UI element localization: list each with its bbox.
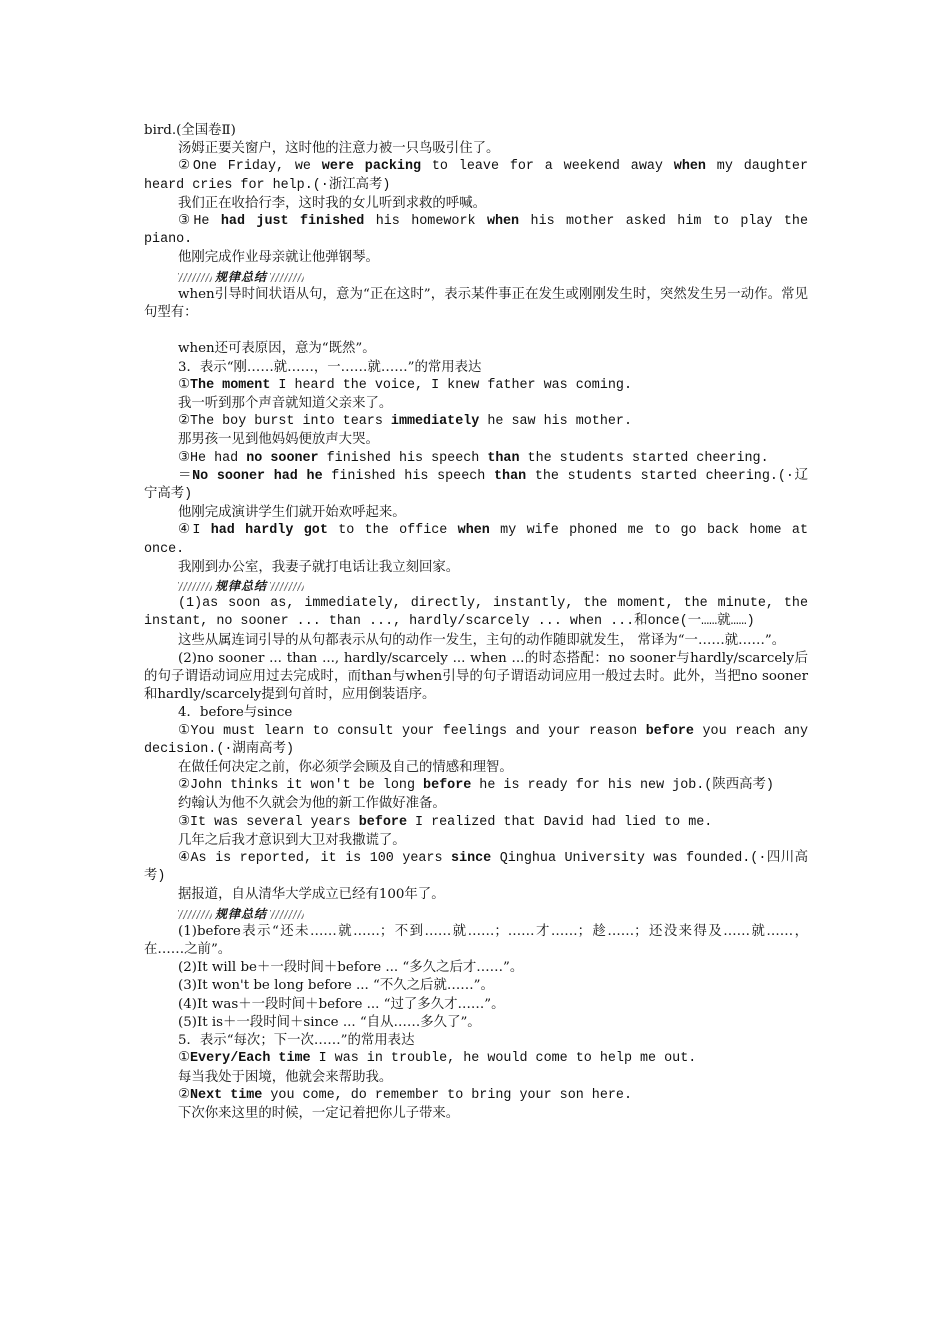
section-heading: 3．表示“刚……就……，一……就……”的常用表达 xyxy=(178,359,482,375)
text-line: (1)as soon as, immediately, directly, instantly, the moment, the minute, the instant, no sooner ... than ..., hardly/scarcely ... when ...和once(一……就……) xyxy=(144,596,808,630)
example-sentence: ④As is reported, it is 100 years since Qinghua University was founded.(·四川高考) xyxy=(144,851,808,885)
text-line: 下次你来这里的时候，一定记着把你儿子带来。 xyxy=(178,1105,460,1121)
text-line: (1)before表示“还未……就……；不到……就……；……才……；趁……；还没来得及……就……，在……之前”。 xyxy=(144,923,808,958)
text-line: 约翰认为他不久就会为他的新工作做好准备。 xyxy=(178,796,446,812)
text-line: 我刚到办公室，我妻子就打电话让我立刻回家。 xyxy=(178,559,460,575)
text-line: 在做任何决定之前，你必须学会顾及自己的情感和理智。 xyxy=(178,760,513,776)
text-line: 据报道，自从清华大学成立已经有100年了。 xyxy=(178,887,445,903)
example-sentence: ①The moment I heard the voice, I knew father was coming. xyxy=(178,377,632,393)
example-sentence: ②Next time you come, do remember to bring your son here. xyxy=(178,1087,632,1103)
text-line: (2)no sooner ... than ..., hardly/scarcely ... when ...的时态搭配：no sooner与hardly/scarcely后的句子谓语动词应用过去完成时，而than与when引导的句子谓语动词应用一般过去时。此外，当把no sooner和hardly/scarcely提到句首时，应用倒装语序。 xyxy=(144,650,808,703)
example-sentence: ①You must learn to consult your feelings and your reason before you reach any decision.(·湖南高考) xyxy=(144,723,808,757)
text-line: bird.(全国卷Ⅱ) xyxy=(144,123,236,138)
text-line: 我一听到那个声音就知道父亲来了。 xyxy=(178,396,393,412)
example-sentence: ②John thinks it won't be long before he is ready for his new job.(陕西高考) xyxy=(178,778,774,794)
text-line: when引导时间状语从句，意为“正在这时”，表示某件事正在发生或刚刚发生时，突然发生另一动作。常见句型有： xyxy=(144,286,808,321)
example-sentence: ④I had hardly got to the office when my wife phoned me to go back home at once. xyxy=(144,523,809,557)
text-line: 他刚完成作业母亲就让他弹钢琴。 xyxy=(178,250,379,266)
section-label-summary: 规律总结 xyxy=(178,268,808,286)
example-sentence: ③He had just finished his homework when his mother asked him to play the piano. xyxy=(144,214,808,248)
example-sentence: ＝No sooner had he finished his speech than the students started cheering.(·辽宁高考) xyxy=(144,468,809,503)
section-heading: 5．表示“每次；下一次……”的常用表达 xyxy=(178,1033,415,1049)
text-line: 汤姆正要关窗户，这时他的注意力被一只鸟吸引住了。 xyxy=(178,141,500,157)
example-sentence: ③It was several years before I realized that David had lied to me. xyxy=(178,814,713,830)
text-line: (2)It will be＋一段时间＋before ... “多久之后才……”。 xyxy=(178,960,524,976)
text-line: when还可表原因，意为“既然”。 xyxy=(178,341,376,357)
document-page xyxy=(144,122,808,1123)
text-line: 几年之后我才意识到大卫对我撒谎了。 xyxy=(178,832,406,848)
section-label-summary: 规律总结 xyxy=(178,577,808,595)
section-label-summary: 规律总结 xyxy=(178,905,808,923)
text-line: 他刚完成演讲学生们就开始欢呼起来。 xyxy=(178,505,406,521)
example-sentence: ③He had no sooner finished his speech than the students started cheering. xyxy=(178,450,769,466)
section-heading: 4．before与since xyxy=(178,705,293,721)
example-sentence: ②The boy burst into tears immediately he saw his mother. xyxy=(178,414,632,430)
text-line: 我们正在收拾行李，这时我的女儿听到求救的呼喊。 xyxy=(178,195,486,211)
text-line: (5)It is＋一段时间＋since ... “自从……多久了”。 xyxy=(178,1014,481,1030)
text-line: 那男孩一见到他妈妈便放声大哭。 xyxy=(178,432,379,448)
text-line: (4)It was＋一段时间＋before ... “过了多久才……”。 xyxy=(178,996,505,1012)
text-line: 这些从属连词引导的从句都表示从句的动作一发生，主句的动作随即就发生， 常译为“一……就……”。 xyxy=(178,632,786,648)
example-sentence: ①Every/Each time I was in trouble, he would come to help me out. xyxy=(178,1051,697,1067)
text-line: 每当我处于困境，他就会来帮助我。 xyxy=(178,1069,393,1085)
text-line: (3)It won't be long before ... “不久之后就……”。 xyxy=(178,978,494,994)
example-sentence: ②One Friday, we were packing to leave for a weekend away when my daughter heard cries for help.(·浙江高考) xyxy=(144,159,808,193)
